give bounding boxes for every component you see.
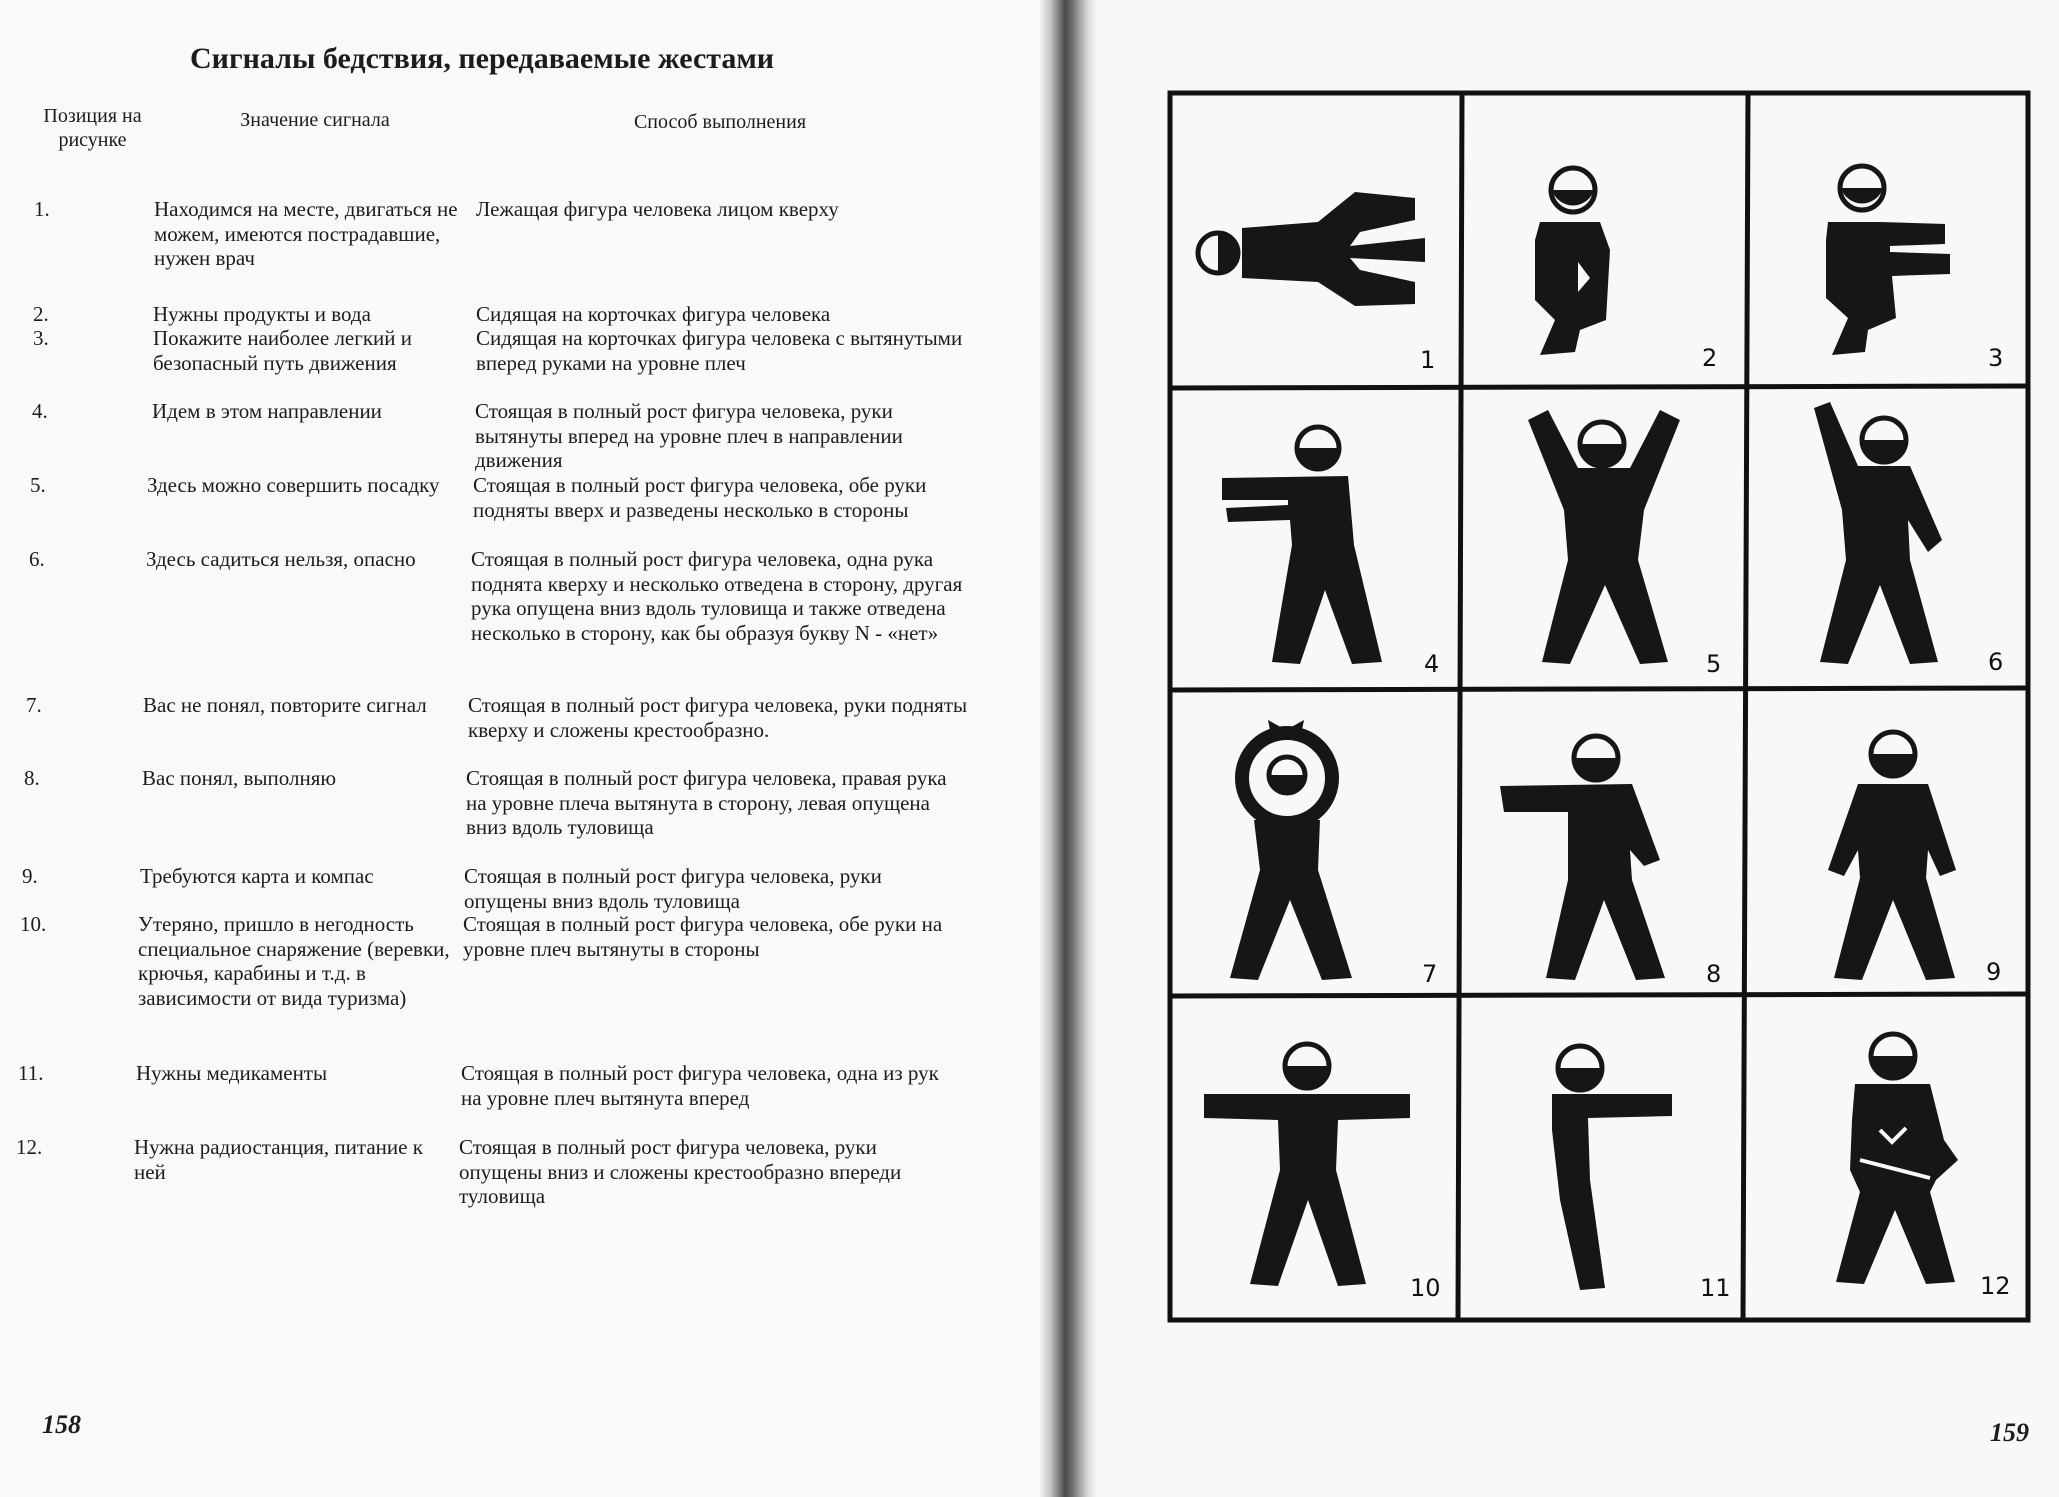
row-number: 5. — [30, 473, 46, 497]
row-meaning: Находимся на месте, двигаться не можем, имеются пострадавшие, нужен врач — [154, 197, 458, 270]
row-meaning: Утеряно, пришло в негодность специальное снаряжение (веревки, крючья, карабины и т.д. в зависимости от вида туризма) — [138, 912, 450, 1010]
header-method: Способ выполнения — [633, 111, 807, 133]
row-method: Сидящая на корточках фигура человека с вытянутыми вперед руками на уровне плеч — [476, 326, 963, 375]
row-meaning: Вас не понял, повторите сигнал — [143, 693, 427, 717]
row-method: Лежащая фигура человека лицом кверху — [476, 197, 839, 221]
row-number: 4. — [32, 399, 48, 423]
row-meaning: Здесь садиться нельзя, опасно — [146, 547, 416, 571]
row-method: Стоящая в полный рост фигура человека, руки опущены вниз вдоль туловища — [464, 864, 882, 913]
header-meaning: Значение сигнала — [240, 109, 390, 131]
figure-label: 8 — [1706, 960, 1722, 988]
figure-4-direction — [1222, 427, 1382, 664]
row-method: Стоящая в полный рост фигура человека, обе руки на уровне плеч вытянуты в стороны — [463, 912, 943, 961]
figure-6-not-land — [1814, 402, 1942, 664]
row-meaning: Идем в этом направлении — [152, 399, 382, 423]
figure-label: 3 — [1988, 344, 2004, 372]
figure-label: 1 — [1420, 346, 1436, 374]
row-meaning: Здесь можно совершить посадку — [147, 473, 440, 497]
figure-label: 10 — [1410, 1274, 1441, 1302]
row-number: 11. — [18, 1061, 44, 1085]
row-meaning: Требуются карта и компас — [140, 864, 374, 888]
row-number: 8. — [24, 766, 40, 790]
row-number: 1. — [34, 197, 50, 221]
row-number: 2. — [33, 302, 49, 326]
right-page — [1096, 0, 2059, 1497]
figure-3-squatting-arms-forward — [1826, 166, 1950, 355]
figure-5-landing-here — [1528, 410, 1680, 664]
row-number: 9. — [22, 864, 38, 888]
row-number: 7. — [26, 693, 42, 717]
row-method: Стоящая в полный рост фигура человека, руки подняты кверху и сложены крестообразно. — [468, 693, 968, 742]
row-number: 6. — [29, 547, 45, 571]
figure-label: 12 — [1980, 1272, 2011, 1300]
figure-label: 6 — [1988, 648, 2004, 676]
row-number: 12. — [16, 1135, 43, 1159]
row-method: Сидящая на корточках фигура человека — [476, 302, 831, 326]
figure-12-radio — [1836, 1034, 1958, 1284]
figure-label: 7 — [1422, 960, 1438, 988]
page-number-left: 158 — [42, 1410, 81, 1439]
row-meaning: Нужна радиостанция, питание к ней — [134, 1135, 423, 1184]
row-method: Стоящая в полный рост фигура человека, правая рука на уровне плеча вытянута в сторону, левая опущена вниз вдоль туловища — [466, 766, 947, 839]
row-method: Стоящая в полный рост фигура человека, обе руки подняты вверх и разведены несколько в стороны — [473, 473, 927, 522]
row-method: Стоящая в полный рост фигура человека, руки опущены вниз и сложены крестообразно впереди туловища — [459, 1135, 902, 1208]
row-meaning: Нужны медикаменты — [136, 1061, 328, 1085]
page-title: Сигналы бедствия, передаваемые жестами — [190, 42, 775, 75]
figure-1-lying — [1198, 192, 1425, 306]
signal-figures-grid — [1096, 0, 2059, 1497]
row-meaning: Вас понял, выполняю — [142, 766, 337, 790]
figure-label: 2 — [1702, 344, 1718, 372]
row-number: 10. — [20, 912, 47, 936]
header-position: Позиция на рисунке — [43, 105, 142, 151]
figure-10-lost-equipment — [1204, 1044, 1410, 1286]
figure-label: 11 — [1700, 1274, 1731, 1302]
book-gutter — [1040, 0, 1096, 1497]
row-meaning: Покажите наиболее легкий и безопасный путь движения — [153, 326, 413, 375]
row-method: Стоящая в полный рост фигура человека, одна рука поднята кверху и несколько отведена в сторону, другая рука опущена вниз вдоль туловища и также отведена несколько в сторону, как бы образуя букву N - «нет» — [471, 547, 963, 645]
row-number: 3. — [33, 326, 49, 350]
figure-11-medicine — [1552, 1046, 1672, 1290]
figure-9-map-compass — [1828, 732, 1956, 980]
figure-7-not-understood — [1230, 720, 1352, 980]
figure-label: 5 — [1706, 650, 1722, 678]
row-method: Стоящая в полный рост фигура человека, одна из рук на уровне плеч вытянута вперед — [461, 1061, 939, 1110]
row-method: Стоящая в полный рост фигура человека, руки вытянуты вперед на уровне плеч в направлении движения — [475, 399, 903, 472]
row-meaning: Нужны продукты и вода — [153, 302, 371, 326]
figure-label: 4 — [1424, 650, 1440, 678]
figure-2-squatting — [1535, 168, 1610, 355]
figure-8-understood — [1500, 736, 1665, 980]
figure-label: 9 — [1986, 958, 2002, 986]
page-number-right: 159 — [1990, 1418, 2029, 1447]
